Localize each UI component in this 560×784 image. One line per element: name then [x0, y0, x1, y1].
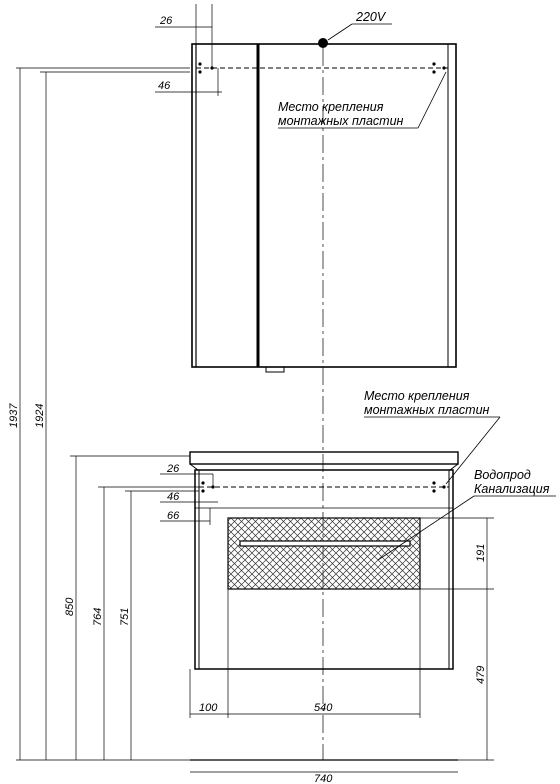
power-label: 220V [356, 10, 386, 24]
vanity-dim-479: 479 [475, 665, 487, 684]
vanity-dim-191: 191 [475, 543, 487, 562]
mirror-dim-46: 46 [158, 80, 171, 92]
utility-opening [228, 518, 420, 589]
vanity-dim-26: 26 [167, 463, 180, 475]
sewer-label: Канализация [474, 482, 550, 496]
height-850: 850 [64, 597, 76, 616]
height-dimensions [8, 68, 199, 760]
height-1937: 1937 [8, 403, 20, 428]
mirror-cabinet [155, 4, 456, 372]
vanity-dim-46: 46 [167, 491, 180, 503]
height-1924: 1924 [34, 403, 46, 428]
vanity-dim-740: 740 [314, 773, 333, 784]
power-outlet-icon [318, 38, 328, 48]
vanity-countertop [190, 452, 458, 464]
vanity-dim-66: 66 [167, 510, 180, 522]
height-764: 764 [92, 607, 104, 626]
mirror-dim-26: 26 [160, 15, 173, 27]
vanity-dim-100: 100 [199, 702, 218, 714]
drain-slot [240, 541, 410, 546]
mirror-mount-note-line1: Место крепления [278, 100, 384, 114]
mirror-cabinet-outline [192, 44, 456, 367]
vanity-unit [160, 389, 556, 784]
vanity-mount-note-line1: Место крепления [364, 389, 470, 403]
water-supply-label: Водопрод [474, 468, 531, 482]
vanity-dim-540: 540 [314, 702, 333, 714]
vanity-mount-note-line2: монтажных пластин [364, 403, 490, 417]
mirror-mount-note-line2: монтажных пластин [278, 114, 404, 128]
height-751: 751 [119, 607, 131, 626]
